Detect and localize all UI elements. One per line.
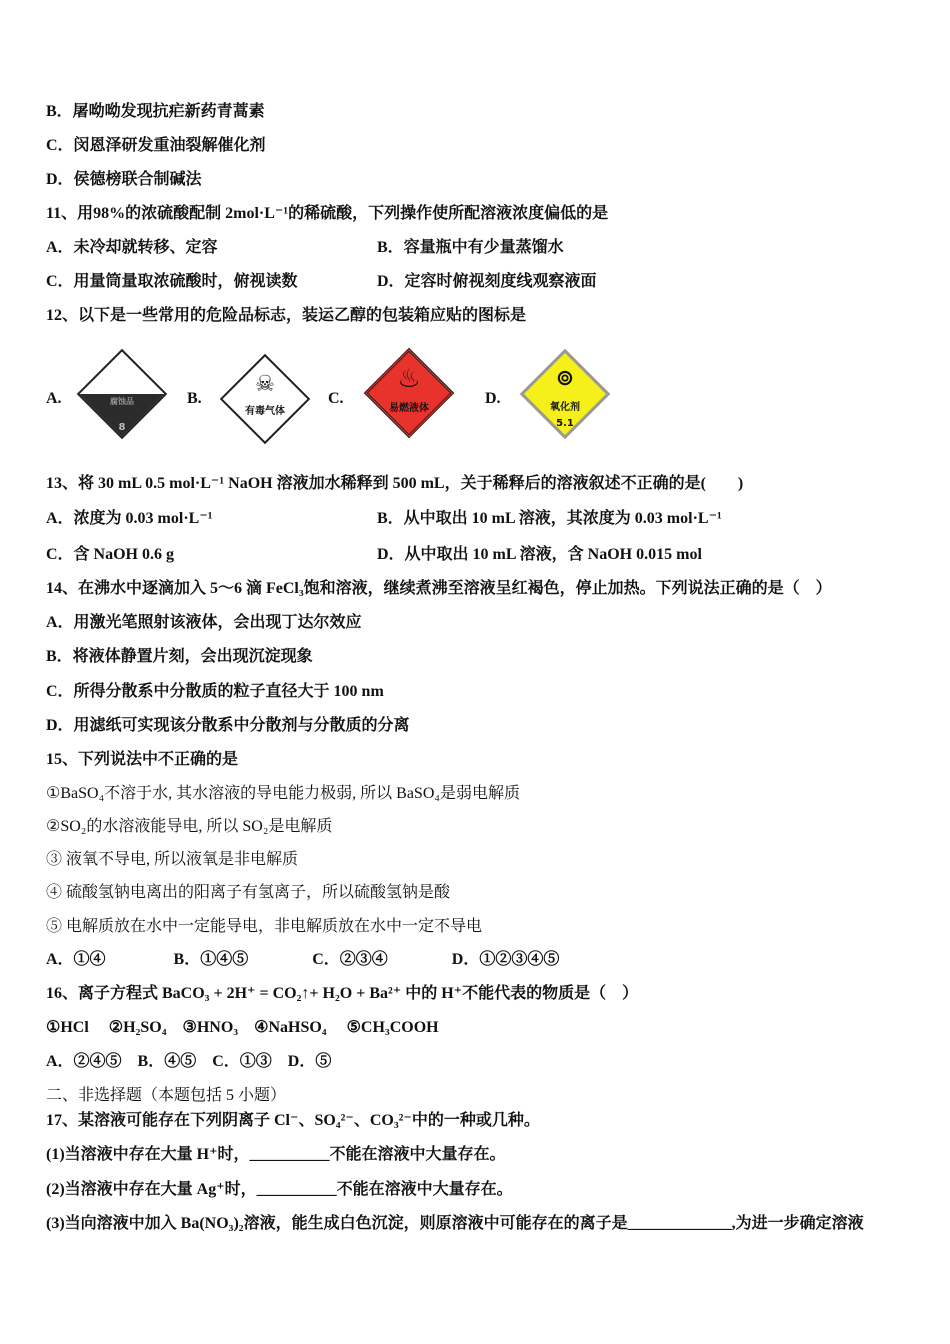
option-d-label: D. (485, 390, 501, 407)
text-line: ②SO₂的水溶液能导电, 所以 SO₂是电解质 (46, 818, 333, 835)
text-line: 16、离子方程式 BaCO₃ + 2H⁺ = CO₂↑+ H₂O + Ba²⁺ 中的 H⁺不能代表的物质是（ ） (46, 985, 639, 1002)
text-line: ③ 液氧不导电, 所以液氧是非电解质 (46, 851, 299, 868)
flame-icon: ♨ (397, 364, 421, 394)
text-line: (2)当溶液中存在大量 Ag⁺时，__________不能在溶液中大量存在。 (46, 1181, 513, 1198)
option-c-label: C. (328, 390, 344, 407)
toxic-gas-sign-icon (220, 354, 311, 445)
text-line: 13、将 30 mL 0.5 mol·L⁻¹ NaOH 溶液加水稀释到 500 mL，关于稀释后的溶液叙述不正确的是( ) (46, 475, 744, 492)
text-line: B．屠呦呦发现抗疟新药青蒿素 (46, 103, 265, 120)
text-line: A．用激光笔照射该液体，会出现丁达尔效应 (46, 614, 362, 631)
text-line: 二、非选择题（本题包括 5 小题） (46, 1087, 287, 1104)
text-line: ④ 硫酸氢钠电离出的阳离子有氢离子，所以硫酸氢钠是酸 (46, 884, 451, 901)
flame-over-circle-icon: ⊚ (555, 366, 575, 391)
text-line-right-option: D．从中取出 10 mL 溶液，含 NaOH 0.015 mol (377, 546, 702, 563)
option-a-label: A. (46, 390, 62, 407)
text-line: (3)当向溶液中加入 Ba(NO₃)₂溶液，能生成白色沉淀，则原溶液中可能存在的离子是_____________,为进一步确定溶液 (46, 1215, 864, 1232)
text-line: D．用滤纸可实现该分散系中分散剂与分散质的分离 (46, 717, 410, 734)
text-line: 12、以下是一些常用的危险品标志，装运乙醇的包装箱应贴的图标是 (46, 307, 527, 324)
text-line: A．②④⑤ B．④⑤ C．①③ D．⑤ (46, 1053, 332, 1070)
corrosive-sign-text: 腐蚀品 (110, 397, 134, 406)
text-line: ①BaSO₄不溶于水, 其水溶液的导电能力极弱, 所以 BaSO₄是弱电解质 (46, 785, 520, 802)
text-line: B．将液体静置片刻，会出现沉淀现象 (46, 648, 313, 665)
text-line: ⑤ 电解质放在水中一定能导电，非电解质放在水中一定不导电 (46, 918, 483, 935)
text-line: C．闵恩泽研发重油裂解催化剂 (46, 137, 266, 154)
text-line-right-option: B．容量瓶中有少量蒸馏水 (377, 239, 564, 256)
text-line: 15、下列说法中不正确的是 (46, 751, 239, 768)
option-b-label: B. (187, 390, 202, 407)
text-line: A．浓度为 0.03 mol·L⁻¹ (46, 510, 213, 527)
toxic-gas-sign-text: 有毒气体 (245, 406, 285, 417)
text-line: A．未冷却就转移、定容 (46, 239, 218, 256)
text-line: 14、在沸水中逐滴加入 5～6 滴 FeCl₃饱和溶液，继续煮沸至溶液呈红褐色，停止加热。下列说法正确的是（ ） (46, 580, 832, 597)
text-line: A．①④ B．①④⑤ C．②③④ D．①②③④⑤ (46, 951, 560, 968)
skull-icon: ☠ (255, 372, 275, 397)
flammable-liquid-sign-text: 易燃液体 (389, 403, 429, 414)
text-line: C．用量筒量取浓硫酸时，俯视读数 (46, 273, 298, 290)
text-line: D．侯德榜联合制碱法 (46, 171, 202, 188)
corrosive-sign-class: 8 (118, 422, 126, 433)
text-line: 11、用98%的浓硫酸配制 2mol·L⁻¹的稀硫酸，下列操作使所配溶液浓度偏低的是 (46, 205, 609, 222)
text-line: ①HCl ②H₂SO₄ ③HNO₃ ④NaHSO₄ ⑤CH₃COOH (46, 1019, 439, 1036)
text-line: C．所得分散系中分散质的粒子直径大于 100 nm (46, 683, 384, 700)
oxidizer-sign-class: 5.1 (556, 418, 574, 429)
text-line-right-option: B．从中取出 10 mL 溶液，其浓度为 0.03 mol·L⁻¹ (377, 510, 722, 527)
text-line: (1)当溶液中存在大量 H⁺时，__________不能在溶液中大量存在。 (46, 1146, 506, 1163)
text-line-right-option: D．定容时俯视刻度线观察液面 (377, 273, 597, 290)
oxidizer-sign-text: 氧化剂 (550, 402, 580, 413)
text-line: C．含 NaOH 0.6 g (46, 546, 175, 563)
text-line: 17、某溶液可能存在下列阴离子 Cl⁻、SO₄²⁻、CO₃²⁻中的一种或几种。 (46, 1112, 540, 1129)
